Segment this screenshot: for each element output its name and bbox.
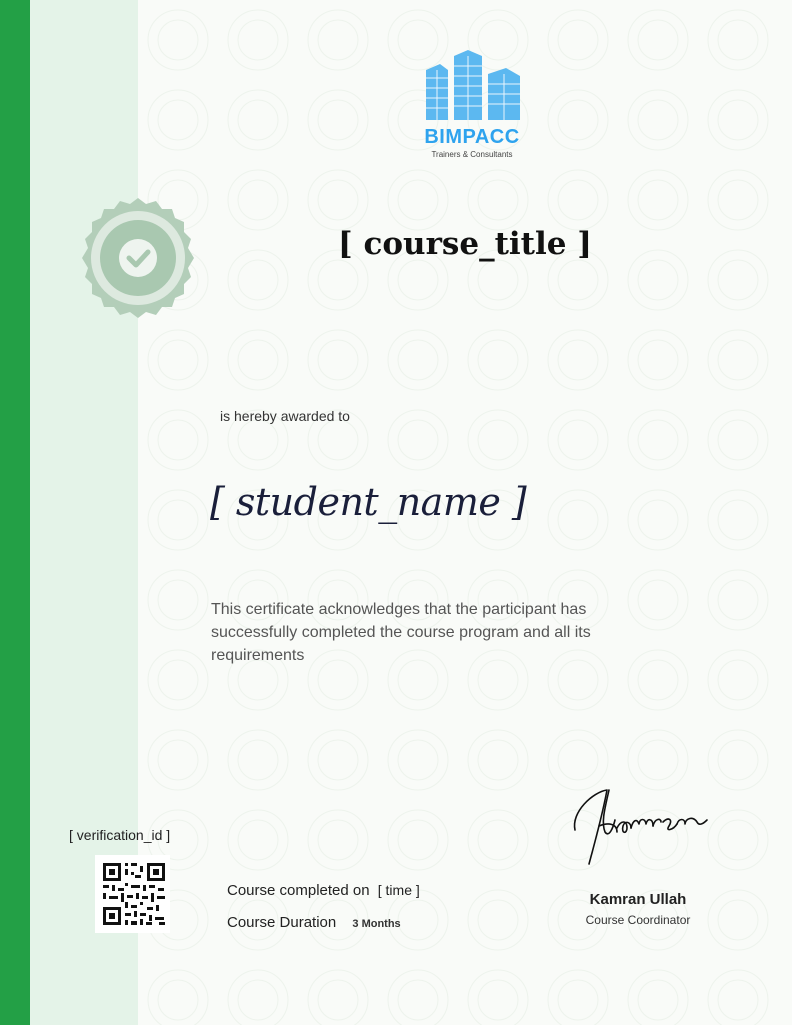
acknowledgement-text: This certificate acknowledges that the participant has successfully completed the course program and all its requirements	[211, 601, 591, 664]
qr-code	[95, 855, 170, 933]
duration-label: Course Duration	[227, 914, 337, 931]
awarded-text: is hereby awarded to	[220, 408, 350, 424]
left-accent-stripe	[0, 0, 30, 1025]
completion-date: [ time ]	[377, 882, 420, 898]
completion-line	[227, 882, 420, 899]
duration-line	[227, 914, 401, 931]
company-logo	[410, 48, 534, 163]
signature-icon	[565, 782, 715, 872]
qr-code-icon	[95, 855, 170, 933]
buildings-icon	[410, 48, 534, 126]
verification-id: [ verification_id ]	[69, 827, 171, 843]
brand-name: BIMPACC	[424, 126, 520, 148]
check-badge-icon	[76, 196, 200, 320]
student-name: [ student_name ]	[210, 480, 527, 524]
coordinator-role: Course Coordinator	[585, 913, 691, 927]
duration-value: 3 Months	[352, 918, 401, 930]
coordinator-name: Kamran Ullah	[589, 891, 687, 908]
brand-tagline: Trainers & Consultants	[431, 150, 513, 159]
completion-label: Course completed on	[227, 882, 370, 899]
course-title: [ course_title ]	[338, 226, 592, 262]
